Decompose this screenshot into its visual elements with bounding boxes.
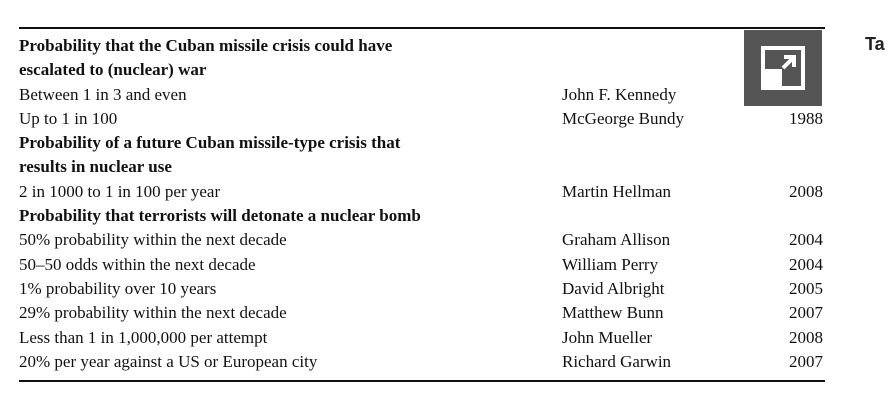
estimate-cell: 1% probability over 10 years [19, 278, 217, 298]
source-cell: Graham Allison [562, 230, 671, 250]
estimate-cell: 2 in 1000 to 1 in 100 per year [19, 181, 221, 201]
source-cell: William Perry [562, 254, 659, 274]
estimate-cell: 50–50 odds within the next decade [19, 254, 256, 274]
table-row [19, 180, 825, 204]
estimate-cell: Less than 1 in 1,000,000 per attempt [19, 327, 268, 347]
estimate-cell: Between 1 in 3 and even [19, 84, 187, 104]
source-cell: Martin Hellman [562, 181, 672, 201]
section-heading-text: Probability that the Cuban missile crisis could have escalated to (nuclear) war [19, 36, 393, 80]
year-cell: 1988 [789, 108, 823, 128]
table-top-rule [19, 27, 825, 29]
table-row [19, 83, 825, 107]
source-cell: Richard Garwin [562, 351, 672, 371]
source-cell: Matthew Bunn [562, 303, 664, 323]
expand-icon [760, 45, 806, 91]
table-row [19, 326, 825, 350]
source-cell: McGeorge Bundy [562, 108, 684, 128]
probability-table [19, 27, 825, 382]
section-heading [19, 204, 825, 228]
estimate-cell: 20% per year against a US or European city [19, 351, 318, 371]
year-cell: 2004 [789, 254, 823, 274]
estimate-cell: Up to 1 in 100 [19, 108, 118, 128]
section-heading-text: Probability that terrorists will detonate a nuclear bomb [19, 206, 421, 226]
table-row [19, 350, 825, 374]
source-cell: John Mueller [562, 327, 653, 347]
table-row [19, 301, 825, 325]
year-cell: 2007 [789, 303, 823, 323]
estimate-cell: 50% probability within the next decade [19, 230, 287, 250]
table-row [19, 277, 825, 301]
section-heading-text: Probability of a future Cuban missile-type crisis that results in nuclear use [19, 133, 401, 177]
year-cell: 2005 [789, 278, 823, 298]
table-row [19, 107, 825, 131]
source-cell: David Albright [562, 278, 665, 298]
data-table [19, 34, 825, 374]
year-cell: 2004 [789, 230, 823, 250]
table-bottom-rule [19, 380, 825, 382]
table-row [19, 228, 825, 252]
side-tab-label[interactable]: Ta [865, 34, 885, 54]
expand-button[interactable] [744, 30, 822, 106]
section-heading [19, 131, 825, 180]
table-row [19, 253, 825, 277]
year-cell: 2008 [789, 327, 823, 347]
source-cell: John F. Kennedy [562, 84, 677, 104]
estimate-cell: 29% probability within the next decade [19, 303, 287, 323]
year-cell: 2008 [789, 181, 823, 201]
section-heading [19, 34, 825, 83]
year-cell: 2007 [789, 351, 823, 371]
